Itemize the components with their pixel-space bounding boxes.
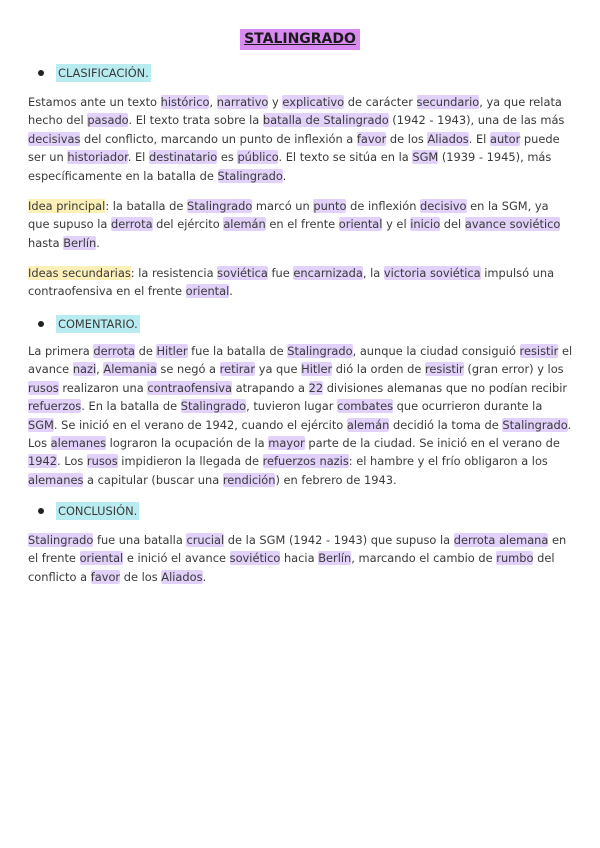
text: el avance xyxy=(28,344,573,377)
highlighted-word: SGM xyxy=(412,150,439,165)
highlighted-word: alemanes xyxy=(50,436,107,451)
text: , marcando el cambio de xyxy=(351,551,497,566)
highlighted-word: encarnizada xyxy=(293,266,363,280)
highlighted-word: Alemania xyxy=(103,362,157,377)
highlighted-word: público xyxy=(237,150,279,165)
paragraph-idea-principal xyxy=(28,197,573,252)
highlighted-word: crucial xyxy=(186,533,225,547)
text: de los xyxy=(120,569,162,584)
highlighted-word: refuerzos xyxy=(28,399,82,414)
highlighted-word: favor xyxy=(90,569,121,584)
highlighted-word: favor xyxy=(356,131,387,146)
highlighted-word: secundario xyxy=(416,95,480,109)
highlighted-word: alemán xyxy=(223,217,266,232)
highlighted-word: Stalingrado xyxy=(180,399,247,414)
text: decidió la toma de xyxy=(389,417,503,432)
highlighted-word: contraofensiva xyxy=(147,380,232,395)
highlighted-word: decisivas xyxy=(28,131,81,146)
text: , aunque la ciudad consiguió xyxy=(352,344,520,358)
text: , ya que relata hecho del xyxy=(28,95,562,128)
highlighted-word: explicativo xyxy=(282,95,345,109)
highlighted-word: destinatario xyxy=(148,150,218,165)
highlighted-word: rumbo xyxy=(496,551,534,566)
bullet-icon xyxy=(38,321,44,327)
highlighted-word: rendición xyxy=(222,472,276,487)
heading-label: COMENTARIO. xyxy=(56,315,140,333)
highlighted-word: Berlín xyxy=(318,551,352,566)
text: fue la batalla de xyxy=(187,344,288,358)
text: hasta xyxy=(28,235,64,250)
paragraph-comentario xyxy=(28,342,573,489)
highlighted-word: pasado xyxy=(87,113,129,128)
text: de carácter xyxy=(344,95,417,109)
section-heading-clasificacion xyxy=(38,64,151,82)
text: . Los xyxy=(57,454,87,469)
text: La primera xyxy=(28,344,94,358)
heading-label: CLASIFICACIÓN. xyxy=(56,64,151,82)
text: es xyxy=(217,150,238,165)
text: impidieron la llegada de xyxy=(117,454,263,469)
text: se negó a xyxy=(156,362,220,377)
text: marcó un xyxy=(252,199,314,213)
text: . xyxy=(96,235,100,250)
highlighted-word: Aliados xyxy=(161,569,203,584)
text: puede ser un xyxy=(28,131,560,165)
highlighted-word: 1942 xyxy=(28,454,57,469)
text: del conflicto, marcando un punto de inflexión a xyxy=(80,131,357,146)
text: y xyxy=(268,95,283,109)
text: . xyxy=(282,168,287,183)
highlighted-word: combates xyxy=(337,399,394,414)
text: parte de la ciudad. Se inició en el verano de xyxy=(304,436,560,451)
text: . El xyxy=(468,131,490,146)
highlighted-word: Stalingrado xyxy=(217,168,283,183)
text: fue xyxy=(267,266,294,280)
text: del ejército xyxy=(152,217,224,232)
highlighted-word: SGM xyxy=(28,417,54,432)
highlighted-word: soviética xyxy=(217,266,268,280)
highlighted-word: nazi xyxy=(72,362,97,377)
text: . En la batalla de xyxy=(81,399,181,414)
text: en el frente xyxy=(265,217,339,232)
highlighted-word: histórico xyxy=(160,95,210,109)
text: : la batalla de xyxy=(105,199,187,213)
text: , tuvieron lugar xyxy=(246,399,338,414)
paragraph-conclusion xyxy=(28,531,573,586)
text: fue una batalla xyxy=(93,533,187,547)
section-heading-conclusion xyxy=(38,502,139,520)
text: del conflicto a xyxy=(28,551,555,584)
idea-principal-label: Idea principal xyxy=(28,199,106,213)
highlighted-word: Berlín xyxy=(63,235,97,250)
highlighted-word: derrota alemana xyxy=(453,533,549,547)
text: atrapando a xyxy=(231,380,309,395)
highlighted-word: oriental xyxy=(79,551,124,566)
highlighted-word: avance soviético xyxy=(464,217,561,232)
section-heading-comentario xyxy=(38,315,140,333)
highlighted-word: Hitler xyxy=(156,344,188,358)
text: . xyxy=(229,284,233,299)
text: impulsó una contraofensiva en el frente xyxy=(28,266,555,299)
text: . Se inició en el verano de 1942, cuando el ejército xyxy=(53,417,347,432)
bullet-icon xyxy=(38,70,44,76)
highlighted-word: alemán xyxy=(346,417,390,432)
highlighted-word: resistir xyxy=(519,344,559,358)
highlighted-word: 22 xyxy=(308,380,324,395)
text: , xyxy=(209,95,217,109)
text: en el frente xyxy=(28,533,567,566)
text: : el hambre y el frío obligaron a los xyxy=(348,454,548,469)
highlighted-word: Stalingrado xyxy=(28,533,94,547)
text: hacia xyxy=(280,551,319,566)
text: a capitular (buscar una xyxy=(83,472,223,487)
ideas-secundarias-label: Ideas secundarias xyxy=(28,266,131,280)
highlighted-word: resistir xyxy=(424,362,464,377)
page-title: STALINGRADO xyxy=(240,29,360,50)
text: e inició el avance xyxy=(123,551,230,566)
highlighted-word: decisivo xyxy=(420,199,467,213)
text: realizaron una xyxy=(58,380,148,395)
text: , la xyxy=(362,266,384,280)
text: (1939 - 1945), más específicamente en la batalla de xyxy=(28,150,552,183)
text: . Los xyxy=(28,417,572,451)
paragraph-ideas-secundarias xyxy=(28,264,573,301)
text: y el xyxy=(382,217,411,232)
text: , xyxy=(96,362,104,377)
highlighted-word: Stalingrado xyxy=(186,199,253,213)
text: . El xyxy=(127,150,149,165)
highlighted-word: batalla de Stalingrado xyxy=(262,113,389,128)
text: Estamos ante un texto xyxy=(28,95,161,109)
text: de los xyxy=(386,131,428,146)
text: de xyxy=(135,344,157,358)
text: : la resistencia xyxy=(130,266,218,280)
text: ya que xyxy=(255,362,302,377)
highlighted-word: inicio xyxy=(410,217,441,232)
highlighted-word: soviético xyxy=(229,551,281,566)
text: de inflexión xyxy=(346,199,421,213)
heading-label: CONCLUSIÓN. xyxy=(56,502,139,520)
highlighted-word: punto xyxy=(313,199,347,213)
highlighted-word: Stalingrado xyxy=(502,417,568,432)
paragraph-clasificacion xyxy=(28,93,573,185)
highlighted-word: Aliados xyxy=(427,131,469,146)
text: ) en febrero de 1943. xyxy=(275,472,397,487)
text: . El texto se sitúa en la xyxy=(278,150,413,165)
highlighted-word: retirar xyxy=(219,362,256,377)
text: del xyxy=(440,217,465,232)
highlighted-word: victoria soviética xyxy=(383,266,481,280)
text: en la SGM, ya que supuso la xyxy=(28,199,549,232)
text: divisiones alemanas que no podían recibir xyxy=(323,380,568,395)
text: dió la orden de xyxy=(332,362,425,377)
text: de la SGM (1942 - 1943) que supuso la xyxy=(224,533,454,547)
text: (1942 - 1943), una de las más xyxy=(388,113,565,128)
text: . xyxy=(202,569,207,584)
highlighted-word: narrativo xyxy=(216,95,269,109)
highlighted-word: derrota xyxy=(110,217,153,232)
highlighted-word: rusos xyxy=(86,454,118,469)
bullet-icon xyxy=(38,508,44,514)
highlighted-word: historiador xyxy=(67,150,128,165)
text: . El texto trata sobre la xyxy=(128,113,263,128)
highlighted-word: refuerzos nazis xyxy=(262,454,349,469)
text: que ocurrieron durante la xyxy=(393,399,543,414)
highlighted-word: Hitler xyxy=(301,362,333,377)
highlighted-word: alemanes xyxy=(28,472,84,487)
highlighted-word: Stalingrado xyxy=(287,344,353,358)
text: lograron la ocupación de la xyxy=(106,436,269,451)
highlighted-word: derrota xyxy=(93,344,135,358)
highlighted-word: oriental xyxy=(338,217,383,232)
highlighted-word: rusos xyxy=(28,380,59,395)
highlighted-word: autor xyxy=(489,131,521,146)
highlighted-word: oriental xyxy=(185,284,230,299)
highlighted-word: mayor xyxy=(268,436,305,451)
text: (gran error) y los xyxy=(463,362,564,377)
title-wrapper xyxy=(0,29,600,50)
